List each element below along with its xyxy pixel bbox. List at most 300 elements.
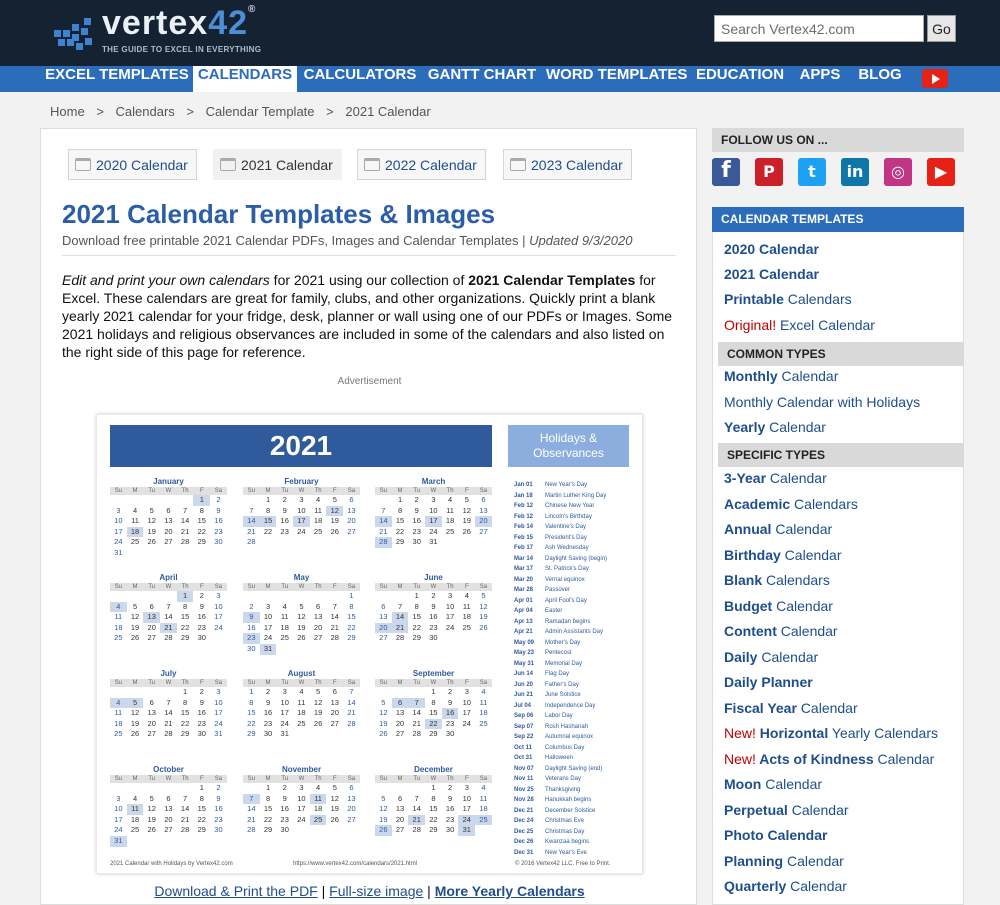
holiday-row bbox=[514, 606, 634, 617]
day-cell: 26 bbox=[147, 537, 156, 547]
day-cell: 4 bbox=[132, 505, 138, 515]
nav-excel-templates[interactable]: EXCEL TEMPLATES bbox=[45, 66, 189, 83]
day-cell: 23 bbox=[214, 526, 223, 536]
holiday-row bbox=[514, 806, 634, 817]
day-cell: 15 bbox=[395, 516, 405, 526]
holiday-date: Feb 14 bbox=[514, 524, 534, 530]
day-grid bbox=[243, 687, 360, 740]
link-rest: Yearly Calendars bbox=[828, 725, 938, 741]
day-cell: 16 bbox=[197, 612, 206, 622]
day-cell: 23 bbox=[214, 814, 223, 824]
sidebar-link[interactable] bbox=[724, 419, 826, 435]
day-cell: 11 bbox=[479, 697, 488, 707]
weekday-label: W bbox=[430, 584, 437, 590]
updated-date: Updated 9/3/2020 bbox=[529, 233, 633, 248]
day-cell: 29 bbox=[180, 633, 190, 643]
day-cell: 13 bbox=[313, 612, 323, 622]
sidebar-link[interactable] bbox=[724, 368, 838, 384]
month-name: September bbox=[412, 669, 455, 678]
link-rest: Calendars bbox=[783, 291, 852, 307]
sidebar-link[interactable] bbox=[724, 266, 819, 282]
holiday-name: December Solstice bbox=[545, 807, 596, 814]
empty-day bbox=[392, 687, 409, 698]
weekday-label: W bbox=[298, 776, 305, 782]
facebook-icon[interactable]: f bbox=[712, 158, 740, 186]
empty-day bbox=[127, 783, 144, 794]
empty-day bbox=[160, 495, 177, 506]
day-cell: 4 bbox=[110, 698, 127, 709]
nav-word-templates[interactable]: WORD TEMPLATES bbox=[546, 66, 688, 83]
holiday-name: Lincoln's Birthday bbox=[545, 513, 592, 520]
day-cell: 26 bbox=[130, 729, 140, 739]
day-cell: 15 bbox=[197, 516, 206, 526]
holiday-row bbox=[514, 617, 634, 628]
day-cell: 8 bbox=[199, 505, 204, 515]
link-strong: Content bbox=[724, 623, 777, 639]
weekday-label: Tu bbox=[281, 776, 289, 782]
holiday-date: Dec 24 bbox=[514, 818, 534, 824]
sidebar-link[interactable] bbox=[724, 827, 827, 843]
day-cell: 10 bbox=[297, 793, 306, 803]
day-cell: 9 bbox=[199, 697, 204, 707]
day-cell: 3 bbox=[464, 783, 469, 792]
instagram-icon[interactable]: ◎ bbox=[884, 158, 912, 186]
day-cell: 16 bbox=[429, 612, 438, 622]
day-cell: 5 bbox=[481, 591, 486, 600]
day-cell: 22 bbox=[180, 718, 190, 728]
holiday-row bbox=[514, 585, 634, 596]
day-cell: 21 bbox=[408, 815, 425, 826]
day-grid bbox=[375, 591, 492, 644]
day-cell: 25 bbox=[297, 718, 306, 728]
link-strong: Horizontal bbox=[755, 725, 829, 741]
day-cell: 31 bbox=[214, 729, 223, 739]
holiday-row bbox=[514, 533, 634, 544]
day-cell: 26 bbox=[330, 526, 339, 536]
holiday-name: Hanukkah begins bbox=[545, 797, 592, 803]
sidebar-link[interactable] bbox=[724, 853, 844, 869]
sidebar-link[interactable] bbox=[724, 751, 934, 767]
day-cell: 9 bbox=[243, 612, 260, 623]
day-cell: 13 bbox=[347, 793, 356, 803]
divider bbox=[62, 255, 676, 256]
day-cell: 1 bbox=[397, 495, 403, 504]
day-cell: 27 bbox=[330, 718, 339, 728]
full-size-image-link[interactable]: Full-size image bbox=[329, 883, 424, 899]
holiday-name: Daylight Saving (begin) bbox=[545, 555, 608, 562]
month-name: October bbox=[153, 765, 184, 774]
day-cell: 12 bbox=[297, 612, 306, 622]
sidebar-link[interactable] bbox=[724, 547, 842, 563]
sidebar-link[interactable] bbox=[724, 241, 819, 257]
search-input[interactable] bbox=[714, 15, 924, 42]
month-name: July bbox=[160, 669, 177, 678]
day-cell: 23 bbox=[445, 814, 455, 824]
day-cell: 30 bbox=[445, 729, 455, 739]
sidebar-link[interactable] bbox=[724, 572, 830, 588]
link-strong: 2021 Calendar bbox=[724, 266, 819, 282]
day-cell: 19 bbox=[379, 814, 388, 824]
day-cell: 23 bbox=[197, 718, 206, 728]
day-cell: 3 bbox=[216, 687, 221, 696]
sidebar-link[interactable] bbox=[724, 649, 818, 665]
holiday-name: Christmas Eve bbox=[545, 818, 585, 824]
day-cell: 18 bbox=[445, 516, 455, 526]
day-cell: 12 bbox=[147, 516, 156, 526]
day-cell: 18 bbox=[479, 804, 488, 814]
day-cell: 30 bbox=[445, 825, 455, 835]
holiday-row bbox=[514, 848, 634, 859]
weekday-label: Tu bbox=[148, 776, 156, 782]
holiday-row bbox=[514, 596, 634, 607]
day-cell: 17 bbox=[114, 814, 123, 824]
holiday-date: Mar 17 bbox=[514, 566, 534, 572]
day-cell: 16 bbox=[280, 804, 289, 814]
day-cell: 7 bbox=[397, 601, 403, 611]
sidebar-link[interactable] bbox=[724, 776, 822, 792]
holiday-name: St. Patrick's Day bbox=[545, 566, 589, 572]
day-cell: 7 bbox=[349, 687, 354, 696]
day-cell: 10 bbox=[445, 601, 455, 611]
empty-day bbox=[143, 783, 160, 794]
sidebar-link[interactable] bbox=[724, 700, 858, 716]
sidebar-link[interactable] bbox=[724, 674, 813, 690]
nav-calendars[interactable]: CALENDARS bbox=[193, 66, 297, 92]
day-cell: 6 bbox=[481, 495, 486, 504]
nav-calculators[interactable]: CALCULATORS bbox=[303, 66, 417, 83]
link-rest: Calendar bbox=[765, 419, 826, 435]
breadcrumb-calendar-template[interactable]: Calendar Template bbox=[205, 104, 315, 119]
weekday-label: F bbox=[199, 584, 204, 590]
weekday-header bbox=[375, 487, 492, 495]
holiday-date: Feb 12 bbox=[514, 503, 534, 509]
nav-gantt-chart[interactable]: GANTT CHART bbox=[427, 66, 537, 83]
holiday-name: Pentecost bbox=[545, 650, 572, 656]
day-cell: 29 bbox=[429, 729, 438, 739]
day-cell: 14 bbox=[164, 612, 173, 622]
weekday-label: Th bbox=[446, 776, 454, 782]
day-cell: 12 bbox=[147, 804, 156, 814]
download-pdf-link[interactable]: Download & Print the PDF bbox=[154, 883, 318, 899]
link-rest: Calendar bbox=[761, 776, 823, 792]
calendar-preview-image[interactable] bbox=[96, 414, 643, 874]
day-cell: 7 bbox=[243, 794, 260, 805]
nav-blog[interactable]: BLOG bbox=[858, 66, 902, 83]
day-cell: 28 bbox=[395, 633, 405, 643]
holiday-date: Oct 31 bbox=[514, 755, 533, 761]
breadcrumb bbox=[50, 104, 439, 119]
day-cell: 12 bbox=[330, 793, 339, 803]
day-cell: 9 bbox=[282, 505, 287, 515]
day-cell: 26 bbox=[479, 622, 488, 632]
day-cell: 27 bbox=[379, 633, 388, 643]
site-logo[interactable] bbox=[50, 4, 262, 58]
holiday-name: Memorial Day bbox=[545, 660, 583, 667]
empty-day bbox=[293, 591, 310, 602]
weekday-label: F bbox=[464, 488, 469, 494]
holiday-row bbox=[514, 774, 634, 785]
weekday-label: Su bbox=[247, 488, 256, 494]
day-cell: 12 bbox=[313, 697, 323, 707]
day-grid bbox=[243, 591, 360, 655]
day-cell: 27 bbox=[147, 729, 156, 739]
day-cell: 19 bbox=[330, 516, 339, 526]
youtube-icon[interactable]: ▶ bbox=[927, 158, 955, 186]
day-cell: 24 bbox=[214, 622, 223, 632]
holiday-name: Kwanzaa begins bbox=[545, 839, 590, 845]
day-cell: 1 bbox=[349, 591, 354, 600]
day-cell: 8 bbox=[249, 697, 254, 707]
sidebar-link[interactable] bbox=[724, 317, 875, 333]
day-cell: 17 bbox=[263, 622, 273, 632]
empty-day bbox=[392, 591, 409, 602]
weekday-label: Sa bbox=[347, 584, 356, 590]
day-cell: 26 bbox=[375, 825, 392, 836]
holiday-list bbox=[514, 480, 634, 858]
day-grid bbox=[110, 495, 227, 559]
link-strong: Quarterly bbox=[724, 878, 787, 894]
sidebar-link[interactable] bbox=[724, 470, 827, 486]
linkedin-icon[interactable]: in bbox=[841, 158, 869, 186]
day-cell: 2 bbox=[199, 687, 204, 696]
weekday-label: Th bbox=[181, 584, 189, 590]
holiday-row bbox=[514, 711, 634, 722]
holiday-name: Father's Day bbox=[545, 681, 579, 688]
day-cell: 22 bbox=[412, 622, 421, 632]
day-cell: 6 bbox=[397, 793, 403, 803]
holiday-date: Mar 20 bbox=[514, 576, 534, 583]
holiday-row bbox=[514, 501, 634, 512]
day-cell: 24 bbox=[462, 718, 471, 728]
weekday-header bbox=[110, 679, 227, 687]
pinterest-icon[interactable]: P bbox=[755, 158, 783, 186]
nav-education[interactable]: EDUCATION bbox=[695, 66, 785, 83]
day-cell: 18 bbox=[130, 814, 140, 824]
day-cell: 15 bbox=[260, 516, 277, 527]
sidebar-link[interactable] bbox=[724, 598, 833, 614]
day-cell: 14 bbox=[243, 516, 260, 527]
link-rest: Monthly Calendar with Holidays bbox=[724, 394, 921, 410]
weekday-label: Th bbox=[314, 488, 322, 494]
day-cell: 30 bbox=[197, 633, 206, 643]
weekday-label: F bbox=[332, 680, 337, 686]
day-cell: 17 bbox=[114, 526, 123, 536]
nav-apps[interactable]: APPS bbox=[799, 66, 841, 83]
year-button-2020[interactable]: 2020 Calendar bbox=[68, 149, 197, 180]
month-october bbox=[110, 765, 227, 847]
empty-day bbox=[160, 687, 177, 698]
weekday-label: Sa bbox=[347, 680, 356, 686]
day-cell: 2 bbox=[216, 783, 221, 792]
day-cell: 20 bbox=[313, 622, 323, 632]
breadcrumb-current: 2021 Calendar bbox=[345, 104, 431, 119]
day-cell: 24 bbox=[114, 537, 123, 547]
search-go-button[interactable]: Go bbox=[927, 15, 956, 42]
day-cell: 5 bbox=[299, 601, 304, 611]
holiday-date: Nov 28 bbox=[514, 797, 534, 803]
holiday-name: Admin Assistants Day bbox=[545, 629, 604, 635]
sidebar-link[interactable] bbox=[724, 802, 849, 818]
day-cell: 10 bbox=[462, 793, 471, 803]
day-cell: 5 bbox=[127, 698, 144, 709]
day-cell: 13 bbox=[479, 505, 488, 515]
day-cell: 30 bbox=[280, 825, 289, 835]
day-cell: 25 bbox=[462, 622, 471, 632]
day-cell: 9 bbox=[414, 505, 419, 515]
sidebar-link[interactable] bbox=[724, 878, 847, 894]
calendar-footer-url: https://www.vertex42.com/calendars/2021.html bbox=[293, 861, 418, 867]
weekday-label: Sa bbox=[214, 584, 223, 590]
link-rest: Calendar bbox=[757, 648, 819, 665]
day-cell: 20 bbox=[347, 804, 356, 814]
weekday-label: Sa bbox=[214, 680, 223, 686]
empty-day bbox=[143, 495, 160, 506]
day-cell: 11 bbox=[314, 505, 322, 515]
day-cell: 24 bbox=[297, 814, 306, 824]
youtube-icon[interactable] bbox=[922, 69, 948, 88]
weekday-label: Sa bbox=[479, 488, 488, 494]
weekday-label: Tu bbox=[281, 488, 289, 494]
day-cell: 1 bbox=[249, 687, 254, 696]
day-cell: 22 bbox=[347, 622, 356, 632]
day-cell: 20 bbox=[164, 526, 173, 536]
day-cell: 4 bbox=[316, 783, 321, 792]
sidebar-link[interactable] bbox=[724, 496, 858, 512]
holiday-date: May 31 bbox=[514, 660, 535, 667]
holiday-date: Jun 14 bbox=[514, 671, 534, 677]
day-cell: 29 bbox=[263, 825, 273, 835]
sidebar-link[interactable] bbox=[724, 521, 832, 537]
weekday-label: Tu bbox=[148, 488, 156, 494]
day-cell: 11 bbox=[462, 601, 471, 611]
day-cell: 22 bbox=[197, 814, 206, 824]
weekday-label: Tu bbox=[148, 680, 156, 686]
day-cell: 20 bbox=[147, 718, 156, 728]
holiday-name: Flag Day bbox=[545, 671, 570, 677]
day-cell: 24 bbox=[114, 825, 123, 835]
day-cell: 10 bbox=[114, 804, 123, 814]
day-cell: 4 bbox=[299, 687, 304, 696]
day-cell: 22 bbox=[395, 526, 405, 536]
holiday-name: Columbus Day bbox=[545, 744, 585, 751]
day-cell: 12 bbox=[479, 601, 488, 611]
day-cell: 27 bbox=[164, 825, 173, 835]
day-cell: 9 bbox=[282, 793, 287, 803]
month-november bbox=[243, 765, 360, 836]
day-cell: 21 bbox=[180, 814, 190, 824]
link-strong: Annual bbox=[724, 521, 772, 537]
holiday-date: Mar 28 bbox=[514, 587, 534, 593]
day-cell: 16 bbox=[442, 708, 459, 719]
day-cell: 29 bbox=[197, 537, 206, 547]
sidebar-link[interactable] bbox=[724, 725, 938, 741]
day-cell: 23 bbox=[280, 526, 289, 536]
day-cell: 3 bbox=[116, 505, 121, 515]
holiday-name: Daylight Saving (end) bbox=[545, 765, 603, 772]
day-cell: 7 bbox=[166, 601, 171, 611]
weekday-label: Su bbox=[247, 776, 256, 782]
day-cell: 16 bbox=[263, 708, 273, 718]
day-cell: 19 bbox=[147, 814, 156, 824]
link-strong: Moon bbox=[724, 776, 762, 792]
weekday-header bbox=[375, 583, 492, 591]
holiday-row bbox=[514, 554, 634, 565]
weekday-label: Th bbox=[181, 488, 189, 494]
day-cell: 18 bbox=[462, 612, 471, 622]
holiday-row bbox=[514, 827, 634, 838]
year-button-2021-current: 2021 Calendar bbox=[213, 149, 342, 180]
weekday-label: M bbox=[397, 776, 403, 782]
day-cell: 18 bbox=[280, 622, 289, 632]
day-cell: 15 bbox=[429, 804, 438, 814]
day-cell: 21 bbox=[164, 718, 173, 728]
main-content bbox=[40, 128, 697, 905]
day-cell: 5 bbox=[381, 793, 386, 803]
breadcrumb-home[interactable]: Home bbox=[50, 104, 85, 119]
day-cell: 28 bbox=[247, 825, 256, 835]
year-button-2023[interactable]: 2023 Calendar bbox=[503, 149, 632, 180]
day-cell: 1 bbox=[414, 591, 419, 600]
holiday-row bbox=[514, 480, 634, 491]
holiday-name: Ramadan begins bbox=[545, 618, 591, 625]
weekday-label: Su bbox=[379, 488, 388, 494]
calendar-icon bbox=[364, 158, 380, 171]
sidebar-link[interactable] bbox=[724, 394, 920, 410]
holiday-date: Dec 26 bbox=[514, 839, 534, 845]
year-button-2022[interactable]: 2022 Calendar bbox=[357, 149, 486, 180]
weekday-label: M bbox=[132, 680, 138, 686]
day-cell: 23 bbox=[429, 622, 438, 632]
sidebar-link[interactable] bbox=[724, 291, 852, 307]
more-yearly-calendars-link[interactable]: More Yearly Calendars bbox=[434, 883, 585, 899]
weekday-label: Th bbox=[181, 680, 189, 686]
day-cell: 16 bbox=[214, 804, 223, 814]
day-cell: 18 bbox=[313, 804, 323, 814]
day-cell: 8 bbox=[199, 793, 204, 803]
day-cell: 13 bbox=[143, 612, 160, 623]
weekday-label: Sa bbox=[347, 776, 356, 782]
weekday-label: M bbox=[265, 584, 271, 590]
day-cell: 10 bbox=[462, 697, 471, 707]
day-cell: 9 bbox=[265, 697, 271, 707]
breadcrumb-calendars[interactable]: Calendars bbox=[115, 104, 175, 119]
day-cell: 3 bbox=[464, 687, 469, 696]
empty-day bbox=[375, 687, 392, 698]
weekday-label: M bbox=[132, 776, 138, 782]
holiday-row bbox=[514, 785, 634, 796]
sidebar-section-specific: SPECIFIC TYPES bbox=[718, 443, 964, 467]
sidebar-link[interactable] bbox=[724, 623, 838, 639]
day-cell: 6 bbox=[149, 601, 154, 611]
empty-day bbox=[310, 591, 327, 602]
logo-mark-icon bbox=[50, 12, 98, 54]
day-cell: 11 bbox=[114, 612, 123, 622]
twitter-icon[interactable]: t bbox=[798, 158, 826, 186]
day-cell: 23 bbox=[197, 622, 206, 632]
day-cell: 6 bbox=[166, 505, 171, 515]
holiday-name: New Year's Eve bbox=[545, 849, 587, 856]
follow-us-heading: FOLLOW US ON ... bbox=[712, 128, 964, 152]
weekday-label: W bbox=[430, 680, 437, 686]
month-name: November bbox=[281, 765, 322, 774]
holiday-row bbox=[514, 522, 634, 533]
empty-day bbox=[110, 687, 127, 698]
day-cell: 10 bbox=[263, 612, 273, 622]
day-cell: 16 bbox=[247, 622, 256, 632]
day-cell: 11 bbox=[310, 794, 327, 805]
day-cell: 26 bbox=[313, 718, 323, 728]
link-strong: 2020 Calendar bbox=[724, 241, 819, 257]
